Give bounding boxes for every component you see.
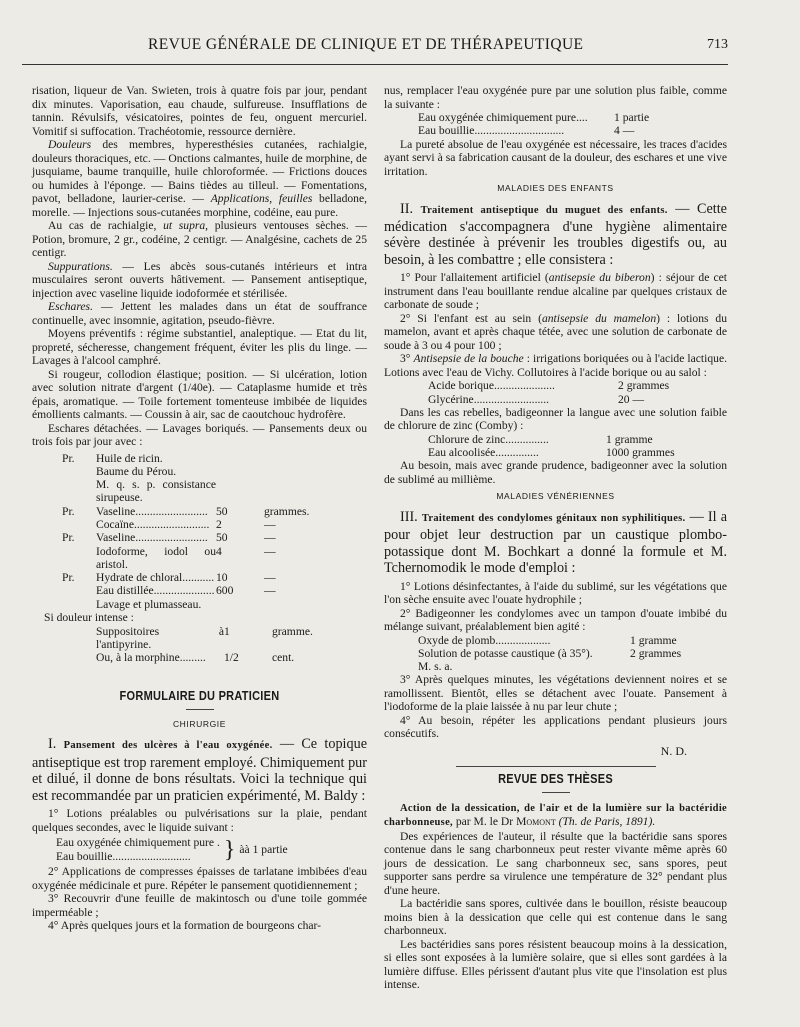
italic-text: antisepsie du mamelon bbox=[541, 311, 657, 325]
rx-qty: 2 grammes bbox=[630, 646, 682, 660]
rx-ingredient: Suppositoires à l'antipyrine. bbox=[96, 624, 224, 651]
prescription-row bbox=[62, 584, 322, 597]
rx-unit: — bbox=[264, 571, 276, 585]
rx-qty: 1 gramme bbox=[630, 633, 677, 647]
paragraph: 1° Lotions préalables ou pulvérisations sur la plaie, pendant quelques secondes, avec le liquide suivant : bbox=[32, 807, 367, 834]
prescription-row bbox=[428, 446, 698, 459]
paragraph: nus, remplacer l'eau oxygénée pure par une solution plus faible, comme la suivante : bbox=[384, 84, 727, 111]
prescription-row bbox=[62, 545, 322, 572]
item-heading: Pansement des ulcères à l'eau oxygénée. bbox=[63, 740, 273, 752]
item-number: I. bbox=[48, 736, 57, 753]
paragraph: 4° Après quelques jours et la formation de bourgeons char- bbox=[48, 919, 322, 933]
prescription-row bbox=[62, 505, 322, 518]
rx-unit bbox=[264, 452, 322, 465]
rx-ingredient: Vaseline......................... bbox=[96, 531, 208, 545]
thesis-title: Action de la dessication, de l'air et de la lumière sur la bactéridie charbonneuse, bbox=[384, 802, 727, 829]
prescription-row bbox=[418, 124, 678, 137]
text: : irrigations boriquées ou à l'acide lactique. Lotions avec l'eau de Vichy. Collutoires à l'acide borique ou au salol : bbox=[384, 352, 727, 379]
prescription-block bbox=[56, 836, 367, 863]
rx-qty: 20 — bbox=[618, 392, 645, 406]
rx-ingredient: Chlorure de zinc............... bbox=[428, 432, 549, 446]
rx-unit: grammes. bbox=[264, 504, 310, 518]
paragraph: La pureté absolue de l'eau oxygénée est nécessaire, les traces d'acides ayant servi à sa fabrication causant de la douleur, des eschares et une vive irritation. bbox=[384, 137, 727, 178]
rx-qty: àà 1 partie bbox=[239, 842, 288, 856]
rx-label bbox=[62, 598, 96, 611]
rx-unit: — bbox=[264, 531, 276, 545]
item-heading: Traitement des condylomes génitaux non syphilitiques. bbox=[421, 512, 686, 524]
rx-ingredient: Eau alcoolisée............... bbox=[428, 446, 539, 460]
prescription-block bbox=[418, 111, 678, 138]
prescription-row bbox=[62, 478, 322, 505]
rx-qty: 50 bbox=[216, 504, 228, 518]
rx-label bbox=[62, 584, 96, 597]
text: par M. le Dr bbox=[452, 815, 517, 829]
rx-unit bbox=[264, 598, 322, 611]
prescription-row bbox=[428, 433, 698, 446]
rx-label: Pr. bbox=[62, 504, 75, 518]
rx-label bbox=[62, 478, 96, 505]
brace-glyph: } bbox=[223, 836, 236, 863]
rx-label bbox=[62, 465, 96, 478]
rx-qty: 1 gramme bbox=[606, 432, 653, 446]
rx-qty bbox=[216, 598, 264, 611]
rx-unit: — bbox=[264, 517, 276, 531]
text: des membres, hyperesthésies cutanées, rachialgie, douleurs thoraciques, etc. — Onctions calmantes, huile de morphine, de jusquiame, baume tranquille, huile chloroformée. — Frictions douces ou humides à l'éponge. — Bains tièdes au tilleul. — Fomentations, pavot, belladone, laurier-cerise. — bbox=[32, 138, 367, 205]
rx-qty: 1/2 bbox=[224, 651, 239, 665]
text: 2° Si l'enfant est au sein ( bbox=[400, 311, 542, 325]
section-title: FORMULAIRE DU PRATICIEN bbox=[119, 689, 280, 704]
run-in-heading: Suppurations. bbox=[48, 259, 113, 273]
italic-text: ut supra bbox=[163, 219, 206, 232]
italic-text: antisepsie du biberon bbox=[548, 271, 651, 285]
rx-ingredient: Hydrate de chloral........... bbox=[96, 571, 215, 585]
run-in-heading: Eschares. bbox=[48, 300, 93, 313]
paragraph: Dans les cas rebelles, badigeonner la langue avec une solution faible de chlorure de zinc (Comby) : bbox=[384, 405, 727, 433]
rx-label: Pr. bbox=[62, 571, 75, 585]
rx-unit: cent. bbox=[272, 651, 295, 665]
rx-ingredient: Eau bouillie............................... bbox=[418, 124, 565, 138]
rx-ingredient: M. q. s. p. consistance sirupeuse. bbox=[96, 478, 216, 505]
rx-qty: 1 partie bbox=[614, 111, 650, 124]
paragraph bbox=[384, 271, 727, 312]
rx-label: Pr. bbox=[62, 451, 75, 465]
paragraph bbox=[384, 312, 727, 353]
paragraph: 2° Applications de compresses épaisses de tarlatane imbibées d'eau oxygénée médicinale et pure. Répéter le pansement quotidiennement ; bbox=[32, 865, 367, 892]
item-heading: Traitement antiseptique du muguet des enfants. bbox=[420, 204, 668, 216]
section-top-rule bbox=[456, 766, 656, 767]
rx-qty: 1000 grammes bbox=[606, 446, 675, 460]
paragraph: 1° Lotions désinfectantes, à l'aide du sublimé, sur les végétations que l'on sèche ensuite avec l'ouate hydrophile ; bbox=[384, 579, 727, 607]
rx-unit bbox=[264, 465, 322, 478]
prescription-row bbox=[62, 518, 322, 531]
rx-unit bbox=[264, 478, 322, 505]
text: Au cas de rachialgie, bbox=[48, 219, 164, 232]
text: — Jettent les malades dans un état de souffrance continuelle, avec insomnie, agitation, pseudo-fièvre. bbox=[32, 300, 367, 327]
rx-ingredient: Glycérine.......................... bbox=[428, 392, 550, 406]
signature: N. D. bbox=[660, 743, 687, 758]
rx-unit: — bbox=[264, 584, 276, 598]
text: 1° Pour l'allaitement artificiel ( bbox=[400, 271, 549, 285]
paragraph bbox=[384, 201, 727, 269]
italic-text: Applications, feuilles bbox=[210, 192, 313, 205]
rx-ingredient: Eau distillée..................... bbox=[96, 584, 215, 598]
rx-ingredient: Eau oxygénée chimiquement pure.... bbox=[418, 111, 588, 124]
rx-qty: 4 bbox=[216, 544, 222, 558]
prescription-row bbox=[62, 651, 330, 664]
text: belladone, morelle. — Injections sous-cutanées morphine, codéine, eau pure. bbox=[32, 192, 368, 219]
rx-ingredient: M. s. a. bbox=[418, 660, 453, 674]
prescription-row bbox=[418, 111, 678, 124]
rx-unit: — bbox=[264, 544, 276, 558]
rx-qty: 2 bbox=[216, 517, 222, 531]
paragraph: Si rougeur, collodion élastique; position. — Si ulcération, lotion avec solution nitrate d'argent (1/40e). — Cataplasme humide et très épais, aromatique. — Toile fortement tomenteuse imbibée de liquides émollients calmants. — Coussin à air, sac de caoutchouc hydrofère. bbox=[32, 367, 367, 421]
rx-qty: 4 — bbox=[614, 124, 635, 138]
rx-qty: 2 grammes bbox=[618, 379, 670, 393]
text: ) : séjour de cet instrument dans l'eau bouillante rendue alcaline par quelques cristaux de carbonate de soude ; bbox=[384, 271, 728, 312]
rx-unit: gramme. bbox=[272, 624, 313, 638]
prescription-row bbox=[418, 660, 708, 673]
paragraph: risation, liqueur de Van. Swieten, trois à quatre fois par jour, pendant dix minutes. Vaporisation, eau chaude, sulfureuse. Insufflations de tannin. Révulsifs, vésicatoires, pointes de feu, onguent mercuriel. Vomitif si suffocation. Trachéotomie, ressource dernière. bbox=[32, 84, 367, 138]
prescription-row bbox=[428, 379, 688, 392]
rx-ingredient: Vaseline......................... bbox=[96, 504, 208, 518]
rx-qty bbox=[216, 452, 264, 465]
prescription-row bbox=[428, 393, 688, 406]
rx-ingredient: Eau bouillie........................... bbox=[56, 849, 191, 863]
subsection-heading: MALADIES VÉNÉRIENNES bbox=[496, 491, 615, 502]
rx-ingredient: Eau oxygénée chimiquement pure . bbox=[56, 836, 220, 850]
paragraph: Les bactéridies sans pores résistent beaucoup moins à la dessication, si elles sont exposées à la lumière solaire, que si elles sont gardées à la lumière diffuse. Elles périssent d'autant plus vite que l'insolation est plus intense. bbox=[384, 937, 727, 992]
prescription-row bbox=[418, 647, 708, 660]
rx-label bbox=[62, 545, 96, 572]
rx-ingredient: Ou, à la morphine......... bbox=[96, 651, 206, 665]
prescription-row bbox=[62, 531, 322, 544]
paragraph bbox=[384, 509, 727, 577]
text: , plusieurs ventouses sèches. — Potion, bromure, 2 gr., codéine, 2 centigr. — Analgésine, cachets de 25 centigr. bbox=[32, 219, 367, 259]
section-rule bbox=[542, 792, 570, 793]
prescription-row bbox=[62, 452, 322, 465]
subsection-heading: CHIRURGIE bbox=[172, 718, 227, 729]
italic-text: Antisepsie de la bouche bbox=[413, 352, 524, 366]
section-rule bbox=[186, 709, 214, 710]
paragraph bbox=[32, 736, 367, 804]
rx-qty bbox=[630, 660, 708, 673]
prescription-row bbox=[62, 571, 322, 584]
thesis-reference: (Th. de Paris, 1891). bbox=[555, 815, 656, 829]
paragraph: Eschares détachées. — Lavages boriqués. — Pansements deux ou trois fois par jour avec : bbox=[32, 421, 367, 448]
text: — Cette médication s'accompagnera d'une hygiène alimentaire sévère destinée à prévenir les troubles digestifs ou, au besoin, à les combattre ; elle consistera : bbox=[384, 200, 727, 268]
rx-qty bbox=[216, 465, 264, 478]
paragraph: 3° Recouvrir d'une feuille de makintosch ou d'une toile gommée imperméable ; bbox=[32, 892, 367, 919]
rx-ingredient: Lavage et plumasseau. bbox=[96, 597, 202, 611]
rx-ingredient: Oxyde de plomb................... bbox=[418, 633, 551, 647]
paragraph: La bactéridie sans spores, cultivée dans le bouillon, résiste beaucoup moins bien à la dessication que celle qui est contenue dans le sang charbonneux. bbox=[384, 897, 727, 938]
text: 3° bbox=[400, 352, 414, 366]
paragraph: 3° Après quelques minutes, les végétations deviennent noires et se ramollissent. Bientôt, elles se détachent avec l'ouate. Pansement à l'iodoforme de la plaie laissée à nu par leur chute ; bbox=[384, 673, 727, 714]
prescription-block bbox=[428, 379, 688, 406]
prescription-block bbox=[428, 433, 698, 460]
text: — Il a pour objet leur destruction par un caustique plombo-potassique dont M. Bochkart a donné la formule et M. Tchernomodik le mode d'emploi : bbox=[384, 508, 727, 577]
item-number: II. bbox=[400, 200, 413, 217]
prescription-row bbox=[62, 625, 330, 652]
prescription-row bbox=[62, 598, 322, 611]
author-name: Momont bbox=[516, 815, 556, 829]
paragraph bbox=[32, 260, 367, 301]
prescription-row bbox=[418, 634, 708, 647]
rx-qty: 50 bbox=[216, 531, 228, 545]
rx-ingredient: Acide borique..................... bbox=[428, 379, 555, 393]
paragraph bbox=[384, 352, 727, 379]
paragraph: Des expériences de l'auteur, il résulte que la bactéridie sans spores contenue dans le sang charbonneux peut rester vivante même après 60 jours de dessication. Le sang charbonneux sec, sans spores, peut supporter sans perdre sa virulence une température de 32° pendant plus d'une heure. bbox=[384, 829, 727, 897]
page-header bbox=[22, 36, 728, 62]
text: — Ce topique antiseptique est trop rarement employé. Chimiquement pur et dilué, il donne de bons résultats. Voici la technique qui est recommandée par un praticien expérimenté, M. Baldy : bbox=[32, 736, 367, 804]
text: ) : lotions du mamelon, avant et après chaque tétée, avec une solution de carbonate de soude à 3 ou 4 pour 100 ; bbox=[384, 311, 727, 352]
header-rule bbox=[22, 64, 728, 65]
right-column bbox=[384, 84, 727, 992]
running-title: REVUE GÉNÉRALE DE CLINIQUE ET DE THÉRAPEUTIQUE bbox=[148, 36, 584, 53]
thesis-heading bbox=[384, 801, 727, 830]
paragraph: 2° Badigeonner les condylomes avec un tampon d'ouate imbibé du mélange suivant, préalablement bien agité : bbox=[384, 606, 727, 634]
rx-qty: 1 bbox=[224, 624, 230, 638]
page-number: 713 bbox=[707, 37, 728, 52]
section-title: REVUE DES THÈSES bbox=[498, 772, 613, 787]
text: — Les abcès sous-cutanés intérieurs et intra musculaires seront ouverts hâtivement. — Pansement antiseptique, injection avec vaseline liquide iodoformée et stérilisée. bbox=[32, 259, 367, 300]
prescription-block bbox=[62, 452, 322, 612]
paragraph: 4° Au besoin, répéter les applications pendant plusieurs jours consécutifs. bbox=[384, 713, 727, 741]
rx-qty: 10 bbox=[216, 571, 228, 585]
rx-ingredient: Huile de ricin. bbox=[96, 451, 163, 465]
prescription-block bbox=[62, 625, 330, 665]
paragraph bbox=[32, 138, 367, 219]
rx-ingredient: Solution de potasse caustique (à 35°). bbox=[418, 646, 593, 660]
rx-qty bbox=[216, 478, 264, 505]
rx-ingredient: Cocaïne.......................... bbox=[96, 517, 210, 531]
paragraph: Si douleur intense : bbox=[44, 611, 134, 625]
run-in-heading: Douleurs bbox=[48, 138, 92, 151]
rx-ingredient: Baume du Pérou. bbox=[96, 464, 177, 478]
paragraph: Au besoin, mais avec grande prudence, badigeonner avec la solution de sublimé au millième. bbox=[384, 459, 727, 486]
paragraph bbox=[32, 219, 367, 260]
rx-ingredient: Iodoforme, iodol ou aristol. bbox=[96, 544, 216, 571]
subsection-heading: MALADIES DES ENFANTS bbox=[497, 183, 614, 194]
prescription-block bbox=[418, 634, 708, 674]
rx-label: Pr. bbox=[62, 531, 75, 545]
rx-label bbox=[62, 518, 96, 531]
prescription-row bbox=[62, 465, 322, 478]
paragraph: Moyens préventifs : régime substantiel, analeptique. — Etat du lit, propreté, sécheresse, changement fréquent, éviter les plis du linge. — Lavages à l'alcool camphré. bbox=[32, 327, 367, 367]
left-column bbox=[32, 84, 367, 933]
item-number: III. bbox=[400, 508, 418, 525]
paragraph bbox=[32, 300, 367, 327]
rx-qty: 600 bbox=[216, 584, 234, 598]
